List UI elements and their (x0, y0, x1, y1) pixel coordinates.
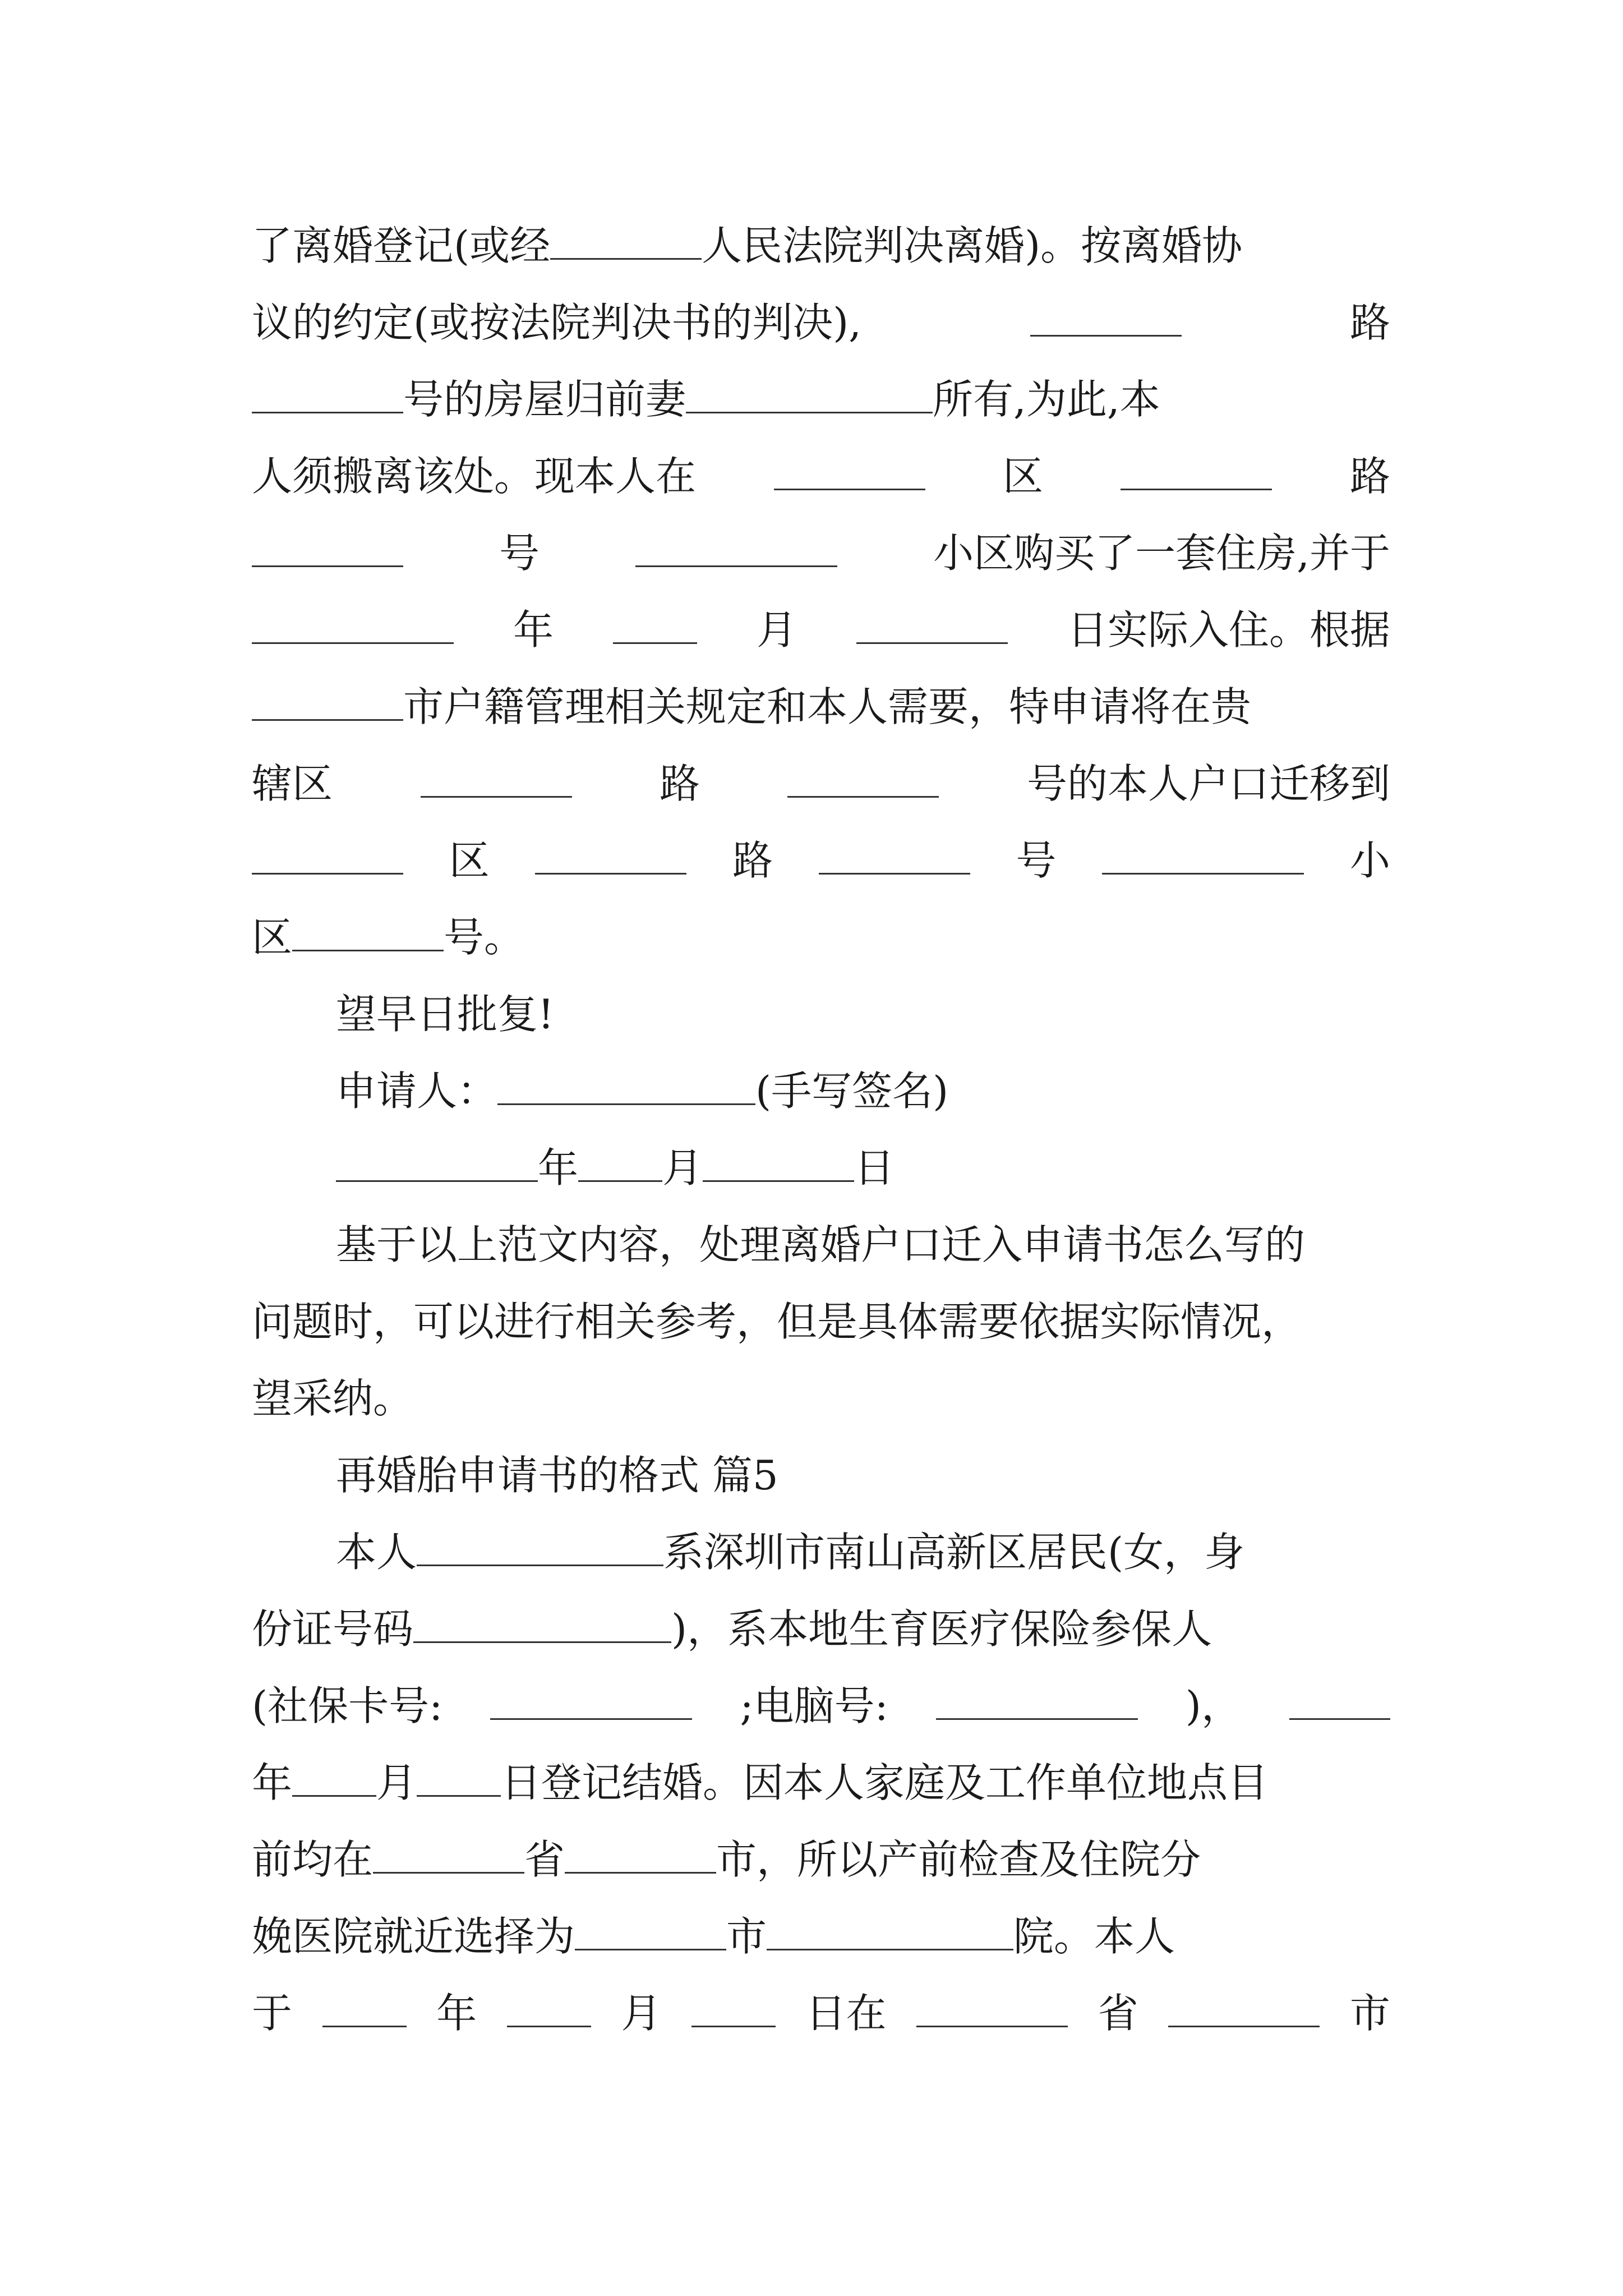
fill-in-blank (575, 1914, 726, 1950)
fill-in-blank (613, 608, 697, 644)
fill-in-blank (1121, 454, 1272, 490)
text-segment: 再婚胎申请书的格式 篇5 (336, 1452, 778, 1499)
text-segment: 路 (1349, 299, 1390, 346)
fill-in-blank (417, 1530, 663, 1566)
text-segment: 小 (1349, 837, 1390, 884)
text-line (252, 1668, 1390, 1745)
fill-in-blank (819, 838, 970, 875)
text-segment: 市 (726, 1913, 767, 1960)
text-segment: (社保卡号: (252, 1682, 443, 1729)
text-segment: 日 (854, 1144, 895, 1191)
fill-in-blank (550, 223, 702, 260)
fill-in-blank (421, 761, 572, 798)
text-segment: 前均在 (252, 1836, 374, 1883)
text-line (252, 899, 1390, 976)
fill-in-blank (252, 377, 403, 413)
text-segment: 市 (1349, 1990, 1390, 2037)
document-body (252, 208, 1390, 2052)
text-segment: 日在 (805, 1990, 887, 2037)
text-segment: 申请人： (336, 1068, 498, 1115)
text-segment: 系深圳市南山高新区居民(女，身 (663, 1529, 1245, 1576)
text-line (252, 1283, 1390, 1360)
text-segment: )， (1185, 1682, 1242, 1729)
text-segment: 月 (756, 606, 797, 654)
fill-in-blank (413, 1607, 671, 1643)
text-segment: 本人 (336, 1529, 417, 1576)
text-segment: 日登记结婚。因本人家庭及工作单位地点目 (501, 1759, 1269, 1806)
fill-in-blank (252, 684, 403, 721)
text-segment: ;电脑号: (740, 1682, 888, 1729)
text-line (252, 1821, 1390, 1898)
fill-in-blank (252, 838, 403, 875)
fill-in-blank (936, 1683, 1138, 1720)
fill-in-blank (686, 377, 933, 413)
text-segment: 年 (252, 1759, 293, 1806)
text-segment: (手写签名) (755, 1068, 949, 1115)
fill-in-blank (1289, 1683, 1390, 1720)
text-segment: 人须搬离该处。现本人在 (252, 453, 697, 500)
text-line (252, 669, 1390, 746)
text-segment: 望采纳。 (252, 1375, 414, 1422)
text-segment: 号 (499, 530, 540, 577)
text-segment: 市户籍管理相关规定和本人需要，特申请将在贵 (403, 683, 1252, 730)
text-segment: 月 (376, 1759, 417, 1806)
text-segment: 省 (524, 1836, 565, 1883)
fill-in-blank (535, 838, 686, 875)
text-line (252, 1360, 1390, 1437)
fill-in-blank (507, 1991, 591, 2027)
fill-in-blank (373, 1837, 524, 1874)
fill-in-blank (1030, 300, 1182, 337)
text-segment: 问题时，可以进行相关参考，但是具体需要依据实际情况， (252, 1298, 1302, 1345)
fill-in-blank (916, 1991, 1068, 2027)
text-line (252, 592, 1390, 669)
text-segment: )，系本地生育医疗保险参保人 (671, 1605, 1212, 1653)
text-segment: 小区购买了一套住房,并于 (933, 530, 1390, 577)
text-segment: 路 (1349, 453, 1390, 500)
text-segment: 路 (732, 837, 773, 884)
text-segment: 号的本人户口迁移到 (1026, 760, 1390, 807)
text-segment: 院。本人 (1013, 1913, 1175, 1960)
fill-in-blank (490, 1683, 692, 1720)
text-line (252, 1130, 1390, 1207)
text-segment: 所有,为此,本 (933, 376, 1160, 423)
fill-in-blank (578, 1145, 662, 1182)
text-segment: 号。 (444, 914, 525, 961)
text-segment: 基于以上范文内容，处理离婚户口迁入申请书怎么写的 (336, 1221, 1306, 1268)
text-line (252, 1207, 1390, 1283)
text-segment: 辖区 (252, 760, 333, 807)
text-segment: 区 (252, 914, 293, 961)
text-segment: 号的房屋归前妻 (403, 376, 686, 423)
fill-in-blank (774, 454, 925, 490)
text-segment: 人民法院判决离婚)。按离婚协 (702, 222, 1243, 269)
text-segment: 年 (513, 606, 554, 654)
text-segment: 议的约定(或按法院判决书的判决), (252, 299, 862, 346)
fill-in-blank (336, 1145, 538, 1182)
text-segment: 市，所以产前检查及住院分 (716, 1836, 1201, 1883)
fill-in-blank (856, 608, 1008, 644)
text-line (252, 822, 1390, 899)
text-line (252, 361, 1390, 438)
text-line (252, 976, 1390, 1053)
text-segment: 于 (252, 1990, 293, 2037)
text-segment: 区 (1002, 453, 1043, 500)
fill-in-blank (1102, 838, 1304, 875)
text-line (252, 1053, 1390, 1130)
fill-in-blank (1168, 1991, 1320, 2027)
text-segment: 省 (1098, 1990, 1138, 2037)
fill-in-blank (497, 1069, 755, 1105)
text-line (252, 1591, 1390, 1668)
text-segment: 号 (1016, 837, 1057, 884)
text-segment: 月 (662, 1144, 703, 1191)
fill-in-blank (252, 608, 454, 644)
fill-in-blank (703, 1145, 854, 1182)
text-segment: 望早日批复! (336, 991, 554, 1038)
fill-in-blank (292, 915, 444, 951)
text-line (252, 284, 1390, 361)
text-segment: 年 (436, 1990, 477, 2037)
fill-in-blank (787, 761, 939, 798)
text-segment: 路 (659, 760, 700, 807)
fill-in-blank (635, 531, 837, 567)
fill-in-blank (292, 1760, 376, 1797)
text-line (252, 1975, 1390, 2052)
fill-in-blank (417, 1760, 501, 1797)
text-line (252, 208, 1390, 284)
text-line (252, 1745, 1390, 1821)
text-line (252, 1898, 1390, 1975)
text-segment: 月 (621, 1990, 662, 2037)
text-line (252, 1514, 1390, 1591)
fill-in-blank (322, 1991, 407, 2027)
text-segment: 日实际入住。根据 (1067, 606, 1390, 654)
fill-in-blank (767, 1914, 1013, 1950)
text-segment: 娩医院就近选择为 (252, 1913, 575, 1960)
fill-in-blank (691, 1991, 776, 2027)
text-line (252, 746, 1390, 822)
text-segment: 区 (449, 837, 490, 884)
text-segment: 了离婚登记(或经 (252, 222, 551, 269)
text-line (252, 438, 1390, 515)
text-line (252, 515, 1390, 592)
text-segment: 年 (538, 1144, 579, 1191)
fill-in-blank (565, 1837, 716, 1874)
fill-in-blank (252, 531, 403, 567)
text-segment: 份证号码 (252, 1605, 414, 1653)
text-line (252, 1437, 1390, 1514)
